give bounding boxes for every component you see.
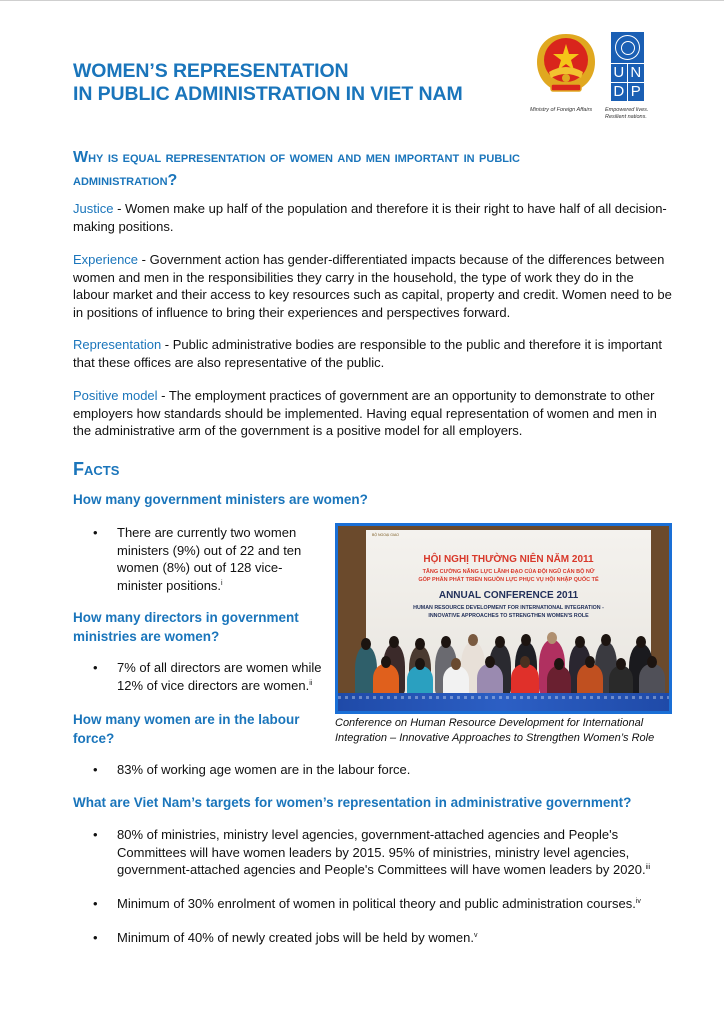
conference-photo: [335, 523, 672, 714]
paragraph-justice: Justice - Women make up half of the population and therefore it is their right to have half of all decision-making positions.: [73, 201, 667, 234]
conference-banner: BỘ NGOẠI GIAO HỘI NGHỊ THƯỜNG NIÊN NĂM 2011 TĂNG CƯỜNG NĂNG LỰC LÃNH ĐẠO CỦA ĐỘI NGŨ CÁN BỘ NỮ GÓP PHẦN PHÁT TRIỂN NGUỒN LỰC PHỤC VỤ HỘI NHẬP QUỐC TẾ ANNUAL CONFERENCE 2011 HUMAN RESOURCE DEVELOPMENT FOR INTERNATIONAL INTEGRATION - INNOVATIVE APPROACHES TO STRENGTHEN WOMEN'S ROLE: [366, 530, 651, 705]
page-title: [73, 60, 463, 106]
paragraph-lead: Positive model: [73, 388, 158, 403]
fact-bullet: • Minimum of 40% of newly created jobs will be held by women.$^v$: [93, 930, 478, 945]
fact-bullet: • There are currently two women ministers (9%) out of 22 and ten women (8%) out of 128 vice-minister positions.$^i$: [93, 525, 302, 593]
emblem-caption: Ministry of Foreign Affairs: [530, 107, 593, 113]
photo-caption: Conference on Human Resource Development for International Integration – Innovative Approaches to Strengthen Women’s Role: [335, 717, 655, 744]
bullet-icon: •: [93, 930, 98, 945]
paragraph-experience: Experience - Government action has gender-differentiated impacts because of the differences between women and men in the responsibilities they carry in the household, the type of work they do in the labour market and their access to key resources such as capital, property and credit. Women need to be in positions of influence to bring their experiences and perspectives forward.: [73, 252, 672, 320]
bullet-icon: •: [93, 762, 98, 777]
fact-bullet: • Minimum of 30% enrolment of women in political theory and public administration courses.$^{iv}$: [93, 896, 641, 911]
question-ministers: How many government ministers are women?: [73, 492, 368, 507]
question-labour-force: How many women are in the labour force?: [73, 712, 300, 746]
bullet-icon: •: [93, 827, 98, 842]
paragraph-representation: Representation - Public administrative bodies are responsible to the public and therefore it is important that these offices are also representative of the public.: [73, 337, 662, 370]
question-targets: What are Viet Nam’s targets for women’s representation in administrative government?: [73, 795, 632, 810]
fact-bullet: • 7% of all directors are women while 12% of vice directors are women.$^{ii}$: [93, 660, 322, 693]
undp-letters: U N D P: [611, 63, 644, 101]
question-directors: How many directors in government ministries are women?: [73, 610, 299, 644]
why-section-heading: Why is equal representation of women and men important in public administration?: [73, 149, 520, 189]
paragraph-lead: Experience: [73, 252, 139, 267]
bullet-icon: •: [93, 660, 98, 675]
undp-tagline: Empowered lives. Resilient nations.: [605, 107, 649, 120]
undp-logo-icon: [611, 32, 644, 101]
paragraph-positive-model: Positive model - The employment practices of government are an opportunity to demonstrate to other employers how standards should be implemented. Having equal representation of women and men in the administrative arm of the government is a positive model for all employers.: [73, 388, 657, 438]
group-of-women: [343, 638, 670, 696]
page-title-line-1: WOMEN’S REPRESENTATION: [73, 60, 349, 82]
page-title-line-2: IN PUBLIC ADMINISTRATION IN VIET NAM: [73, 83, 463, 105]
viet-nam-emblem-icon: [535, 32, 597, 98]
page-top-rule: [0, 0, 724, 1]
bullet-icon: •: [93, 525, 98, 540]
conference-table: [338, 693, 669, 711]
paragraph-lead: Representation: [73, 337, 162, 352]
fact-bullet: • 80% of ministries, ministry level agencies, government-attached agencies and People's Committees will have women leaders by 2015. 95% of ministries, ministry level agencies, government-attached agencies and People's Committees will have women leaders by 2020.$^{iii}$: [93, 827, 651, 877]
bullet-icon: •: [93, 896, 98, 911]
un-globe-icon: [615, 35, 640, 60]
fact-bullet: • 83% of working age women are in the labour force.: [93, 762, 411, 777]
paragraph-lead: Justice: [73, 201, 114, 216]
facts-heading: Facts: [73, 459, 120, 479]
partner-logos: [530, 30, 670, 125]
